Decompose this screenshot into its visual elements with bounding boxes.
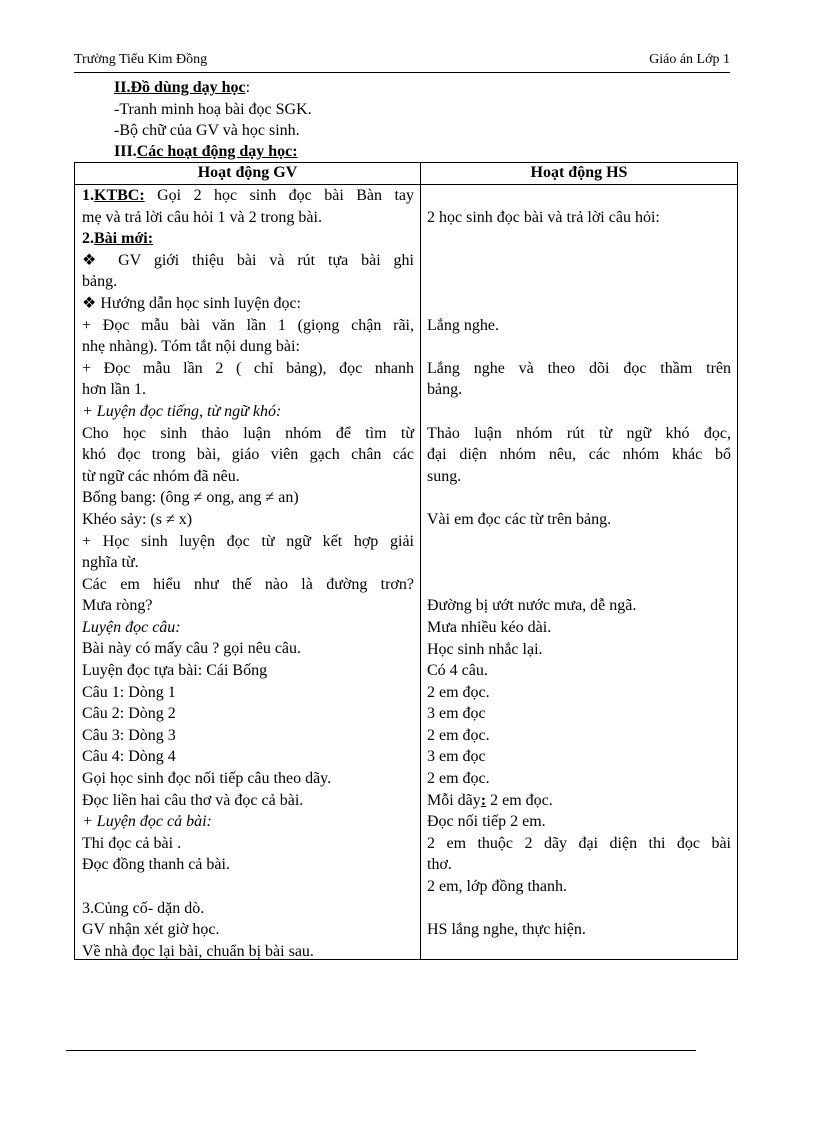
- teacher-line: [82, 228, 414, 250]
- teacher-line: Cho học sinh thảo luận nhóm để tìm từ: [82, 424, 414, 442]
- equipment-item: -Bộ chữ của GV và học sinh.: [114, 122, 300, 139]
- student-blank-line: [427, 185, 731, 207]
- row-text-2: 2 em đọc.: [486, 791, 553, 809]
- student-line: Học sinh nhắc lại.: [427, 640, 543, 658]
- section2-heading: [114, 77, 250, 98]
- new-lesson-num: 2.: [82, 230, 94, 248]
- teacher-line: khó đọc trong bài, giáo viên gạch chân các: [82, 446, 414, 464]
- student-line: Vài em đọc các từ trên bảng.: [427, 510, 612, 528]
- teacher-line: Mưa ròng?: [82, 597, 153, 615]
- teacher-line: Câu 3: Dòng 3: [82, 726, 176, 744]
- teacher-line: + Luyện đọc cả bài:: [82, 813, 212, 831]
- student-line: HS lắng nghe, thực hiện.: [427, 921, 586, 939]
- student-spacer: [427, 228, 731, 314]
- teacher-line: Các em hiểu như thế nào là đường trơn?: [82, 575, 414, 593]
- school-name: Trường Tiểu Kim Đồng: [74, 52, 208, 67]
- student-line: Có 4 câu.: [427, 662, 488, 680]
- teacher-line: Luyện đọc tựa bài: Cái Bống: [82, 662, 268, 680]
- student-line: 2 em đọc.: [427, 683, 490, 701]
- section2-title: II.Đồ dùng dạy học: [114, 79, 246, 96]
- equipment-item: -Tranh minh hoạ bài đọc SGK.: [114, 101, 312, 118]
- row-text: Mỗi dãy: [427, 791, 481, 809]
- teacher-line: nghĩa từ.: [82, 554, 139, 572]
- teacher-line: nhẹ nhàng). Tóm tắt nội dung bài:: [82, 338, 300, 356]
- grade-label: Giáo án Lớp 1: [649, 52, 730, 67]
- teacher-line: Bống bang: (ông ≠ ong, ang ≠ an): [82, 489, 299, 507]
- teacher-line: ❖ Hướng dẫn học sinh luyện đọc:: [82, 294, 301, 312]
- teacher-line: mẹ và trả lời câu hỏi 1 và 2 trong bài.: [82, 208, 322, 226]
- activities-table: [74, 162, 738, 960]
- student-line: [427, 790, 731, 812]
- student-line: Đọc nối tiếp 2 em.: [427, 813, 546, 831]
- teacher-line: Luyện đọc câu:: [82, 618, 181, 636]
- teacher-line: Đọc liền hai câu thơ và đọc cả bài.: [82, 791, 304, 809]
- section3-title: Các hoạt động dạy học:: [136, 143, 298, 160]
- teacher-line: ❖ GV giới thiệu bài và rút tựa bài ghi: [82, 251, 414, 269]
- column-divider: [420, 163, 421, 959]
- teacher-line: + Học sinh luyện đọc từ ngữ kết hợp giải: [82, 532, 414, 550]
- teacher-line: từ ngữ các nhóm đã nêu.: [82, 467, 240, 485]
- teacher-line: Khéo sảy: (s ≠ x): [82, 510, 193, 528]
- student-line: thơ.: [427, 856, 452, 874]
- page-header: [74, 50, 730, 73]
- teacher-line: Câu 1: Dòng 1: [82, 683, 176, 701]
- student-line: 2 em đọc.: [427, 770, 490, 788]
- student-spacer: [427, 531, 731, 596]
- teacher-line: + Đọc mẫu lần 2 ( chỉ bảng), đọc nhanh: [82, 359, 414, 377]
- student-line: 3 em đọc: [427, 705, 486, 723]
- student-line: 2 em thuộc 2 dãy đại diện thi đọc bài: [427, 834, 731, 852]
- student-line: đại diện nhóm nêu, các nhóm khác bổ: [427, 446, 731, 464]
- ktbc-label: KTBC:: [94, 187, 145, 204]
- teacher-line: Thi đọc cả bài .: [82, 834, 182, 852]
- student-blank-line: [427, 401, 731, 423]
- teacher-line: + Luyện đọc tiếng, từ ngữ khó:: [82, 402, 282, 420]
- new-lesson-label: Bài mới:: [94, 230, 154, 248]
- student-line: bảng.: [427, 381, 463, 399]
- col-header-hs: Hoạt động HS: [530, 164, 628, 181]
- teacher-line: [82, 185, 414, 207]
- student-line: Đường bị ướt nước mưa, dễ ngã.: [427, 597, 637, 615]
- teacher-line: Về nhà đọc lại bài, chuẩn bị bài sau.: [82, 942, 314, 960]
- teacher-line: Đọc đồng thanh cả bài.: [82, 856, 230, 874]
- student-blank-line: [427, 487, 731, 509]
- student-line: Lắng nghe và theo dõi đọc thầm trên: [427, 359, 731, 377]
- student-activities: [427, 185, 731, 941]
- student-line: Lắng nghe.: [427, 316, 499, 334]
- footer-rule: [66, 1050, 696, 1051]
- teacher-line: 3.Củng cố- dặn dò.: [82, 899, 205, 917]
- row-colon: :: [480, 791, 487, 809]
- teacher-line: + Đọc mẫu bài văn lần 1 (giọng chận rãi,: [82, 316, 414, 334]
- student-blank-line: [427, 898, 731, 920]
- student-line: 2 em, lớp đồng thanh.: [427, 878, 567, 896]
- teacher-blank-line: [82, 876, 414, 898]
- table-header-row: [75, 163, 737, 185]
- teacher-line: Câu 4: Dòng 4: [82, 748, 176, 766]
- section3-heading: [114, 141, 298, 162]
- student-line: 2 học sinh đọc bài và trả lời câu hỏi:: [427, 208, 660, 226]
- student-blank-line: [427, 336, 731, 358]
- student-line: Thảo luận nhóm rút từ ngữ khó đọc,: [427, 424, 731, 442]
- teacher-activities: [82, 185, 414, 962]
- section3-number: III.: [114, 143, 137, 160]
- teacher-line: bảng.: [82, 273, 118, 291]
- teacher-line: GV nhận xét giờ học.: [82, 921, 220, 939]
- ktbc-text: Gọi 2 học sinh đọc bài Bàn tay: [144, 187, 414, 204]
- teacher-line: Câu 2: Dòng 2: [82, 705, 176, 723]
- student-line: Mưa nhiều kéo dài.: [427, 618, 552, 636]
- teacher-line: Gọi học sinh đọc nối tiếp câu theo dãy.: [82, 770, 332, 788]
- student-line: 3 em đọc: [427, 748, 486, 766]
- section2-colon: :: [245, 79, 251, 96]
- teacher-line: Bài này có mấy câu ? gọi nêu câu.: [82, 640, 302, 658]
- kt-num: 1.: [82, 187, 94, 204]
- student-line: 2 em đọc.: [427, 726, 490, 744]
- teacher-line: hơn lần 1.: [82, 381, 147, 399]
- col-header-gv: Hoạt động GV: [197, 164, 298, 181]
- student-line: sung.: [427, 467, 462, 485]
